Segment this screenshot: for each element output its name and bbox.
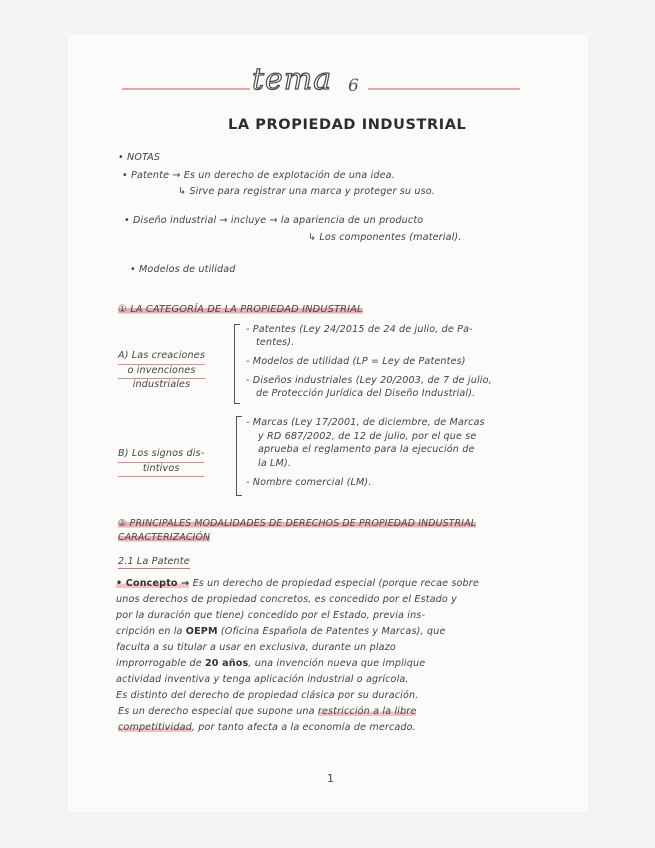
final-line-2	[118, 720, 416, 736]
groupB-items	[246, 416, 485, 490]
groupB-label-line2: tintivos	[118, 463, 204, 478]
final-highlight-2: competitividad	[118, 722, 192, 733]
groupB-label-line1: B) Los signos dis-	[118, 448, 204, 463]
groupA-label-line3: industriales	[132, 379, 191, 390]
groupB-item-nombre: - Nombre comercial (LM).	[246, 477, 372, 488]
concepto-text-4b: (Oficina Española de Patentes y Marcas), que	[220, 626, 446, 637]
concepto-label: • Concepto →	[116, 578, 190, 589]
header-rule-right	[368, 88, 520, 90]
groupA-brace	[234, 324, 243, 404]
section2-heading-line1: ② PRINCIPALES MODALIDADES DE DERECHOS DE PROPIEDAD INDUSTRIAL	[118, 518, 477, 529]
concepto-oepm: OEPM	[185, 626, 218, 637]
notas-heading: • NOTAS	[118, 152, 161, 163]
note-patente: • Patente → Es un derecho de explotación de una idea.	[122, 170, 395, 181]
final-text-2: , por tanto afecta a la economía de mercado.	[191, 722, 416, 733]
note-diseno-detail: ↳ Los componentes (material).	[308, 232, 462, 243]
groupA-items	[246, 323, 492, 400]
page-number: 1	[327, 772, 334, 785]
note-patente-detail: ↳ Sirve para registrar una marca y proteger su uso.	[178, 186, 435, 197]
concepto-paragraph	[116, 576, 479, 704]
final-paragraph	[118, 704, 416, 736]
section1-heading: ① LA CATEGORÍA DE LA PROPIEDAD INDUSTRIAL	[118, 304, 363, 315]
concepto-line-8: Es distinto del derecho de propiedad clásica por su duración.	[116, 690, 419, 701]
note-modelos: • Modelos de utilidad	[130, 264, 236, 275]
page-title: LA PROPIEDAD INDUSTRIAL	[228, 117, 467, 133]
groupB-label	[118, 448, 204, 477]
section2-heading-line2: CARACTERIZACIÓN	[118, 532, 211, 543]
groupB-item-marcas-cont2: aprueba el reglamento para la ejecución de	[258, 444, 475, 455]
concepto-text-4a: cripción en la	[116, 626, 183, 637]
concepto-line-1	[116, 576, 479, 592]
groupB-item-marcas-cont3: la LM).	[258, 457, 292, 469]
concepto-years: 20 años	[204, 658, 249, 669]
groupB-brace	[236, 416, 245, 496]
concepto-line-6	[116, 656, 479, 672]
note-diseno: • Diseño industrial → incluye → la apariencia de un producto	[124, 215, 424, 226]
concepto-line-2: unos derechos de propiedad concretos, es concedido por el Estado y	[116, 594, 457, 605]
concepto-text-6b: , una invención nueva que implique	[248, 658, 426, 669]
groupA-item-disenos: - Diseños industriales (Ley 20/2003, de 7 de julio,	[246, 375, 492, 386]
concepto-line-7: actividad inventiva y tenga aplicación industrial o agrícola.	[116, 674, 409, 685]
groupA-label-line2: o invenciones	[118, 365, 205, 380]
concepto-line-3: por la duración que tiene) concedido por el Estado, previa ins-	[116, 610, 426, 621]
groupA-item-disenos-cont: de Protección Jurídica del Diseño Industrial).	[256, 388, 476, 399]
groupA-label	[118, 350, 205, 392]
groupA-item-patentes-cont: tentes).	[256, 337, 295, 348]
groupB-item-marcas: - Marcas (Ley 17/2001, de diciembre, de Marcas	[246, 417, 485, 428]
header-rule-left	[122, 88, 250, 90]
final-highlight-1: restricción a la libre	[317, 706, 417, 717]
concepto-text-1: Es un derecho de propiedad especial (porque recae sobre	[192, 578, 479, 589]
groupA-item-patentes: - Patentes (Ley 24/2015 de 24 de julio, de Pa-	[246, 324, 473, 335]
groupB-item-marcas-cont1: y RD 687/2002, de 12 de julio, por el que se	[258, 430, 477, 442]
final-line-1	[118, 704, 416, 720]
tema-number: 6	[348, 76, 359, 96]
concepto-text-6a: improrrogable de	[116, 658, 202, 669]
tema-word: tema	[252, 62, 333, 97]
final-text-1: Es un derecho especial que supone una	[118, 706, 315, 717]
section2-subheading: 2.1 La Patente	[118, 556, 190, 567]
concepto-line-4	[116, 624, 479, 640]
concepto-line-5: faculta a su titular a usar en exclusiva, durante un plazo	[116, 642, 396, 653]
groupA-item-modelos: - Modelos de utilidad (LP = Ley de Patentes)	[246, 356, 466, 367]
groupA-label-line1: A) Las creaciones	[118, 350, 205, 365]
